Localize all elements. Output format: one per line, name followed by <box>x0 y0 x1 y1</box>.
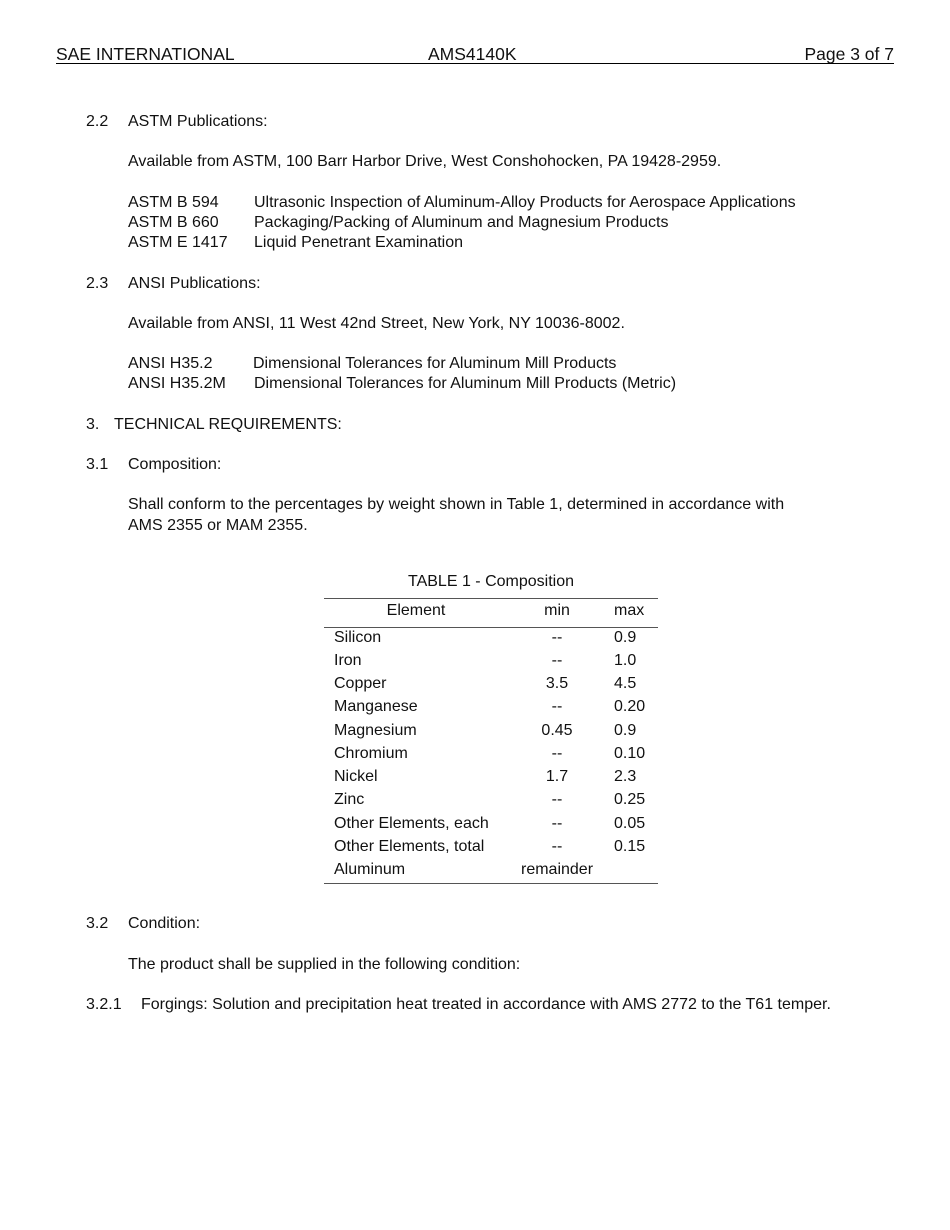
forgings-body: Forgings: Solution and precipitation heat treated in accordance with AMS 2772 to the T61 temper. <box>141 996 831 1013</box>
table-cell-element: Chromium <box>334 745 408 762</box>
section-3-1-heading: Composition: <box>128 456 222 473</box>
table-caption: TABLE 1 - Composition <box>408 573 574 590</box>
section-3-heading: TECHNICAL REQUIREMENTS: <box>114 416 342 433</box>
table-cell-max: 0.25 <box>614 791 646 808</box>
table-cell-max: 0.15 <box>614 838 646 855</box>
table-cell-max: 0.10 <box>614 745 646 762</box>
table-cell-min: 0.45 <box>541 722 573 739</box>
composition-body-line2: AMS 2355 or MAM 2355. <box>128 517 308 534</box>
astm-ref-code: ASTM B 660 <box>128 214 219 231</box>
table-header-element: Element <box>386 602 446 619</box>
astm-ref-code: ASTM E 1417 <box>128 234 228 251</box>
table-header-min: min <box>544 602 570 619</box>
table-cell-min: -- <box>551 698 563 715</box>
table-cell-min: remainder <box>520 861 594 878</box>
header-page-number: Page 3 of 7 <box>804 44 894 64</box>
table-cell-max: 1.0 <box>614 652 637 669</box>
header-doc-number: AMS4140K <box>428 44 517 64</box>
table-cell-min: -- <box>551 629 563 646</box>
table-header-max: max <box>614 602 645 619</box>
ansi-ref-title: Dimensional Tolerances for Aluminum Mill Products (Metric) <box>254 375 677 392</box>
header-rule <box>56 63 894 64</box>
table-bottom-rule <box>324 883 658 884</box>
table-cell-max: 2.3 <box>614 768 637 785</box>
table-cell-element: Aluminum <box>334 861 406 878</box>
table-cell-min: 3.5 <box>545 675 569 692</box>
table-cell-element: Copper <box>334 675 387 692</box>
table-cell-element: Zinc <box>334 791 365 808</box>
table-cell-element: Other Elements, each <box>334 815 489 832</box>
table-cell-element: Nickel <box>334 768 378 785</box>
composition-body-line1: Shall conform to the percentages by weight shown in Table 1, determined in accordance with <box>128 496 785 513</box>
table-cell-max: 0.05 <box>614 815 646 832</box>
table-cell-element: Silicon <box>334 629 382 646</box>
table-cell-min: -- <box>551 652 563 669</box>
section-3-2-number: 3.2 <box>86 915 109 932</box>
section-3-number: 3. <box>86 416 100 433</box>
section-2-2-heading: ASTM Publications: <box>128 113 268 130</box>
table-cell-max: 4.5 <box>614 675 637 692</box>
table-cell-min: -- <box>551 838 563 855</box>
section-2-3-heading: ANSI Publications: <box>128 275 261 292</box>
header-org: SAE INTERNATIONAL <box>56 44 235 64</box>
astm-ref-title: Ultrasonic Inspection of Aluminum-Alloy Products for Aerospace Applications <box>254 194 796 211</box>
astm-ref-code: ASTM B 594 <box>128 194 219 211</box>
section-2-3-number: 2.3 <box>86 275 109 292</box>
table-cell-min: -- <box>551 791 563 808</box>
astm-ref-title: Liquid Penetrant Examination <box>254 234 464 251</box>
section-3-1-number: 3.1 <box>86 456 109 473</box>
ansi-ref-code: ANSI H35.2M <box>128 375 226 392</box>
table-cell-min: 1.7 <box>545 768 569 785</box>
astm-ref-title: Packaging/Packing of Aluminum and Magnesium Products <box>254 214 669 231</box>
table-cell-max: 0.9 <box>614 722 637 739</box>
section-3-2-heading: Condition: <box>128 915 201 932</box>
table-cell-element: Magnesium <box>334 722 417 739</box>
table-cell-min: -- <box>551 745 563 762</box>
table-cell-element: Other Elements, total <box>334 838 485 855</box>
table-cell-max: 0.9 <box>614 629 637 646</box>
table-cell-min: -- <box>551 815 563 832</box>
table-cell-element: Iron <box>334 652 362 669</box>
section-3-2-1-number: 3.2.1 <box>86 996 122 1013</box>
condition-body: The product shall be supplied in the following condition: <box>128 956 521 973</box>
astm-availability: Available from ASTM, 100 Barr Harbor Drive, West Conshohocken, PA 19428-2959. <box>128 153 722 170</box>
ansi-availability: Available from ANSI, 11 West 42nd Street, New York, NY 10036-8002. <box>128 315 625 332</box>
table-cell-element: Manganese <box>334 698 418 715</box>
table-cell-max: 0.20 <box>614 698 646 715</box>
section-2-2-number: 2.2 <box>86 113 109 130</box>
ansi-ref-title: Dimensional Tolerances for Aluminum Mill Products <box>253 355 617 372</box>
ansi-ref-code: ANSI H35.2 <box>128 355 213 372</box>
table-top-rule <box>324 598 658 599</box>
